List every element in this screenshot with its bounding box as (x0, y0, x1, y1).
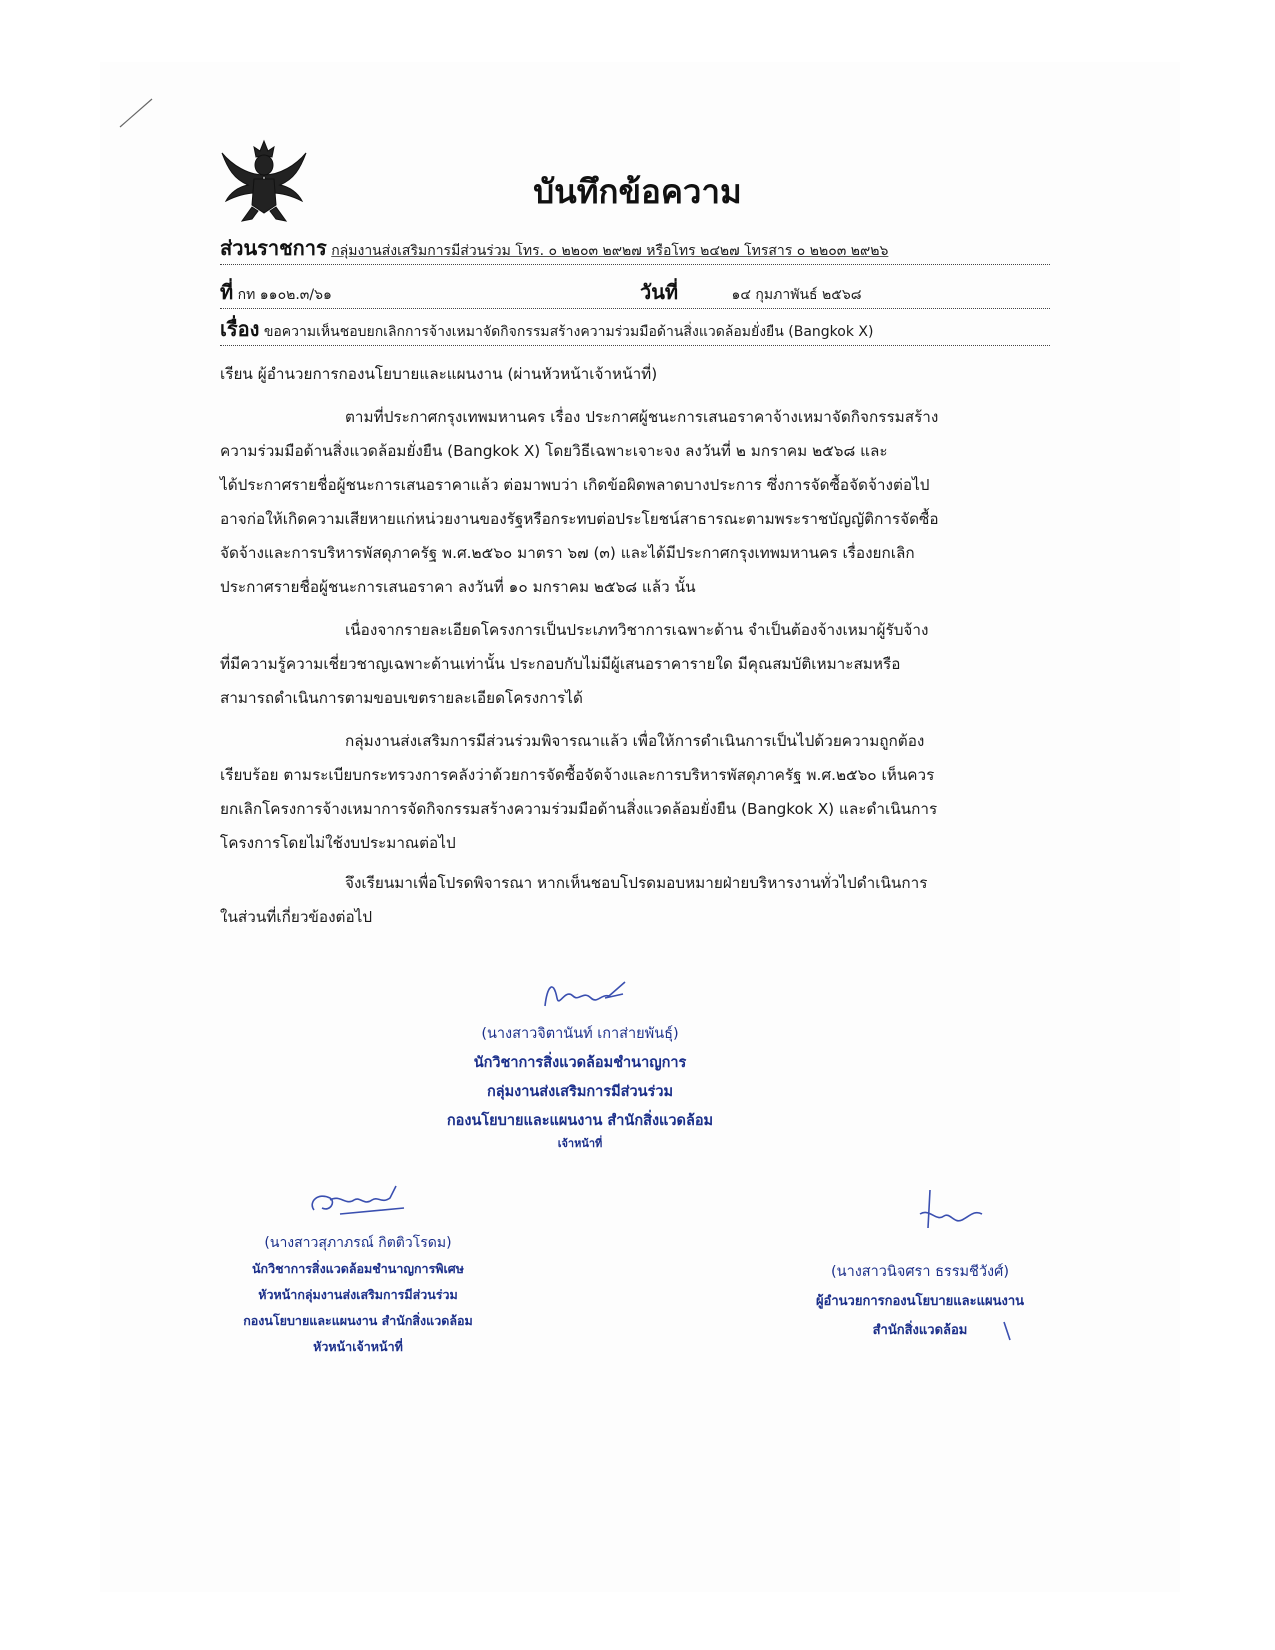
paragraph-4 (220, 866, 1050, 934)
head-note: หัวหน้าเจ้าหน้าที่ (313, 1339, 403, 1354)
agency-label: ส่วนราชการ (220, 236, 327, 260)
head-org: กองนโยบายและแผนงาน สำนักสิ่งแวดล้อม (243, 1313, 473, 1328)
head-name: (นางสาวสุภาภรณ์ กิตติวโรดม) (264, 1235, 452, 1251)
paragraph-line: ประกาศรายชื่อผู้ชนะการเสนอราคา ลงวันที่ ๑๐ มกราคม ๒๕๖๘ แล้ว นั้น (220, 578, 696, 596)
agency-value: กลุ่มงานส่งเสริมการมีส่วนร่วม โทร. ๐ ๒๒๐๓ ๒๙๒๗ หรือโทร ๒๔๒๗ โทรสาร ๐ ๒๒๐๓ ๒๙๒๖ (331, 243, 889, 259)
paragraph-line: อาจก่อให้เกิดความเสียหายแก่หน่วยงานของรัฐหรือกระทบต่อประโยชน์สาธารณะตามพระราชบัญญัติการจัดซื้อ (220, 510, 939, 528)
greeting: เรียน ผู้อำนวยการกองนโยบายและแผนงาน (ผ่านหัวหน้าเจ้าหน้าที่) (220, 365, 658, 383)
reference-no-value: กท ๑๑๐๒.๓/๖๑ (237, 287, 332, 303)
director-mark (1000, 1318, 1020, 1348)
paragraph-line: ในส่วนที่เกี่ยวข้องต่อไป (220, 908, 373, 926)
author-note: เจ้าหน้าที่ (557, 1137, 603, 1150)
head-signature-block (208, 1230, 508, 1360)
director-name: (นางสาวนิจศรา ธรรมชีวังศ์) (831, 1264, 1009, 1280)
paragraph-2 (220, 613, 1050, 715)
director-position: ผู้อำนวยการกองนโยบายและแผนงาน (815, 1294, 1025, 1309)
author-name: (นางสาวจิตานันท์ เกาส่ายพันธุ์) (481, 1026, 679, 1042)
memo-title: บันทึกข้อความ (533, 172, 742, 211)
paragraph-3 (220, 724, 1050, 860)
paragraph-line: จัดจ้างและการบริหารพัสดุภาครัฐ พ.ศ.๒๕๖๐ มาตรา ๖๗ (๓) และได้มีประกาศกรุงเทพมหานคร เรื่องยกเลิก (220, 544, 915, 562)
paragraph-1 (220, 400, 1050, 604)
paragraph-line: สามารถดำเนินการตามขอบเขตรายละเอียดโครงการได้ (220, 689, 583, 707)
author-unit: กลุ่มงานส่งเสริมการมีส่วนร่วม (486, 1084, 674, 1100)
paragraph-line: จึงเรียนมาเพื่อโปรดพิจารณา หากเห็นชอบโปรดมอบหมายฝ่ายบริหารงานทั่วไปดำเนินการ (345, 874, 928, 892)
head-position: นักวิชาการสิ่งแวดล้อมชำนาญการพิเศษ (252, 1261, 464, 1276)
head-signature (300, 1178, 410, 1226)
date-field (640, 276, 862, 308)
paragraph-line: โครงการโดยไม่ใช้งบประมาณต่อไป (220, 834, 456, 852)
director-signature (900, 1180, 990, 1240)
head-unit: หัวหน้ากลุ่มงานส่งเสริมการมีส่วนร่วม (258, 1287, 458, 1302)
subject-label: เรื่อง (220, 317, 260, 341)
agency-row (220, 232, 1050, 265)
paragraph-line: ที่มีความรู้ความเชี่ยวชาญเฉพาะด้านเท่านั้น ประกอบกับไม่มีผู้เสนอราคารายใด มีคุณสมบัติเหมาะสมหรือ (220, 655, 901, 673)
paragraph-line: เรียบร้อย ตามระเบียบกระทรวงการคลังว่าด้วยการจัดซื้อจัดจ้างและการบริหารพัสดุภาครัฐ พ.ศ.๒๕๖๐ เห็นควร (220, 766, 935, 784)
date-label: วันที่ (640, 280, 679, 304)
paragraph-line: ยกเลิกโครงการจ้างเหมาการจัดกิจกรรมสร้างความร่วมมือด้านสิ่งแวดล้อมยั่งยืน (Bangkok X) และดำเนินการ (220, 800, 938, 818)
paragraph-line: ตามที่ประกาศกรุงเทพมหานคร เรื่อง ประกาศผู้ชนะการเสนอราคาจ้างเหมาจัดกิจกรรมสร้าง (345, 408, 939, 426)
subject-row (220, 313, 1050, 346)
author-signature-block (420, 1020, 740, 1152)
author-signature (535, 968, 635, 1018)
paragraph-line: ได้ประกาศรายชื่อผู้ชนะการเสนอราคาแล้ว ต่อมาพบว่า เกิดข้อผิดพลาดบางประการ ซึ่งการจัดซื้อจัดจ้างต่อไป (220, 476, 930, 494)
date-value: ๑๔ กุมภาพันธ์ ๒๕๖๘ (731, 287, 862, 303)
subject-value: ขอความเห็นชอบยกเลิกการจ้างเหมาจัดกิจกรรมสร้างความร่วมมือด้านสิ่งแวดล้อมยั่งยืน (Bangkok X) (263, 324, 874, 340)
paragraph-line: ความร่วมมือด้านสิ่งแวดล้อมยั่งยืน (Bangkok X) โดยวิธีเฉพาะเจาะจง ลงวันที่ ๒ มกราคม ๒๕๖๘ และ (220, 442, 888, 460)
paragraph-line: เนื่องจากรายละเอียดโครงการเป็นประเภทวิชาการเฉพาะด้าน จำเป็นต้องจ้างเหมาผู้รับจ้าง (345, 621, 929, 639)
paragraph-line: กลุ่มงานส่งเสริมการมีส่วนร่วมพิจารณาแล้ว เพื่อให้การดำเนินการเป็นไปด้วยความถูกต้อง (345, 732, 925, 750)
reference-no-label: ที่ (220, 280, 234, 304)
author-org: กองนโยบายและแผนงาน สำนักสิ่งแวดล้อม (446, 1113, 714, 1129)
reference-row (220, 276, 1050, 309)
pen-mark (118, 95, 158, 135)
director-org: สำนักสิ่งแวดล้อม (872, 1323, 968, 1338)
author-position: นักวิชาการสิ่งแวดล้อมชำนาญการ (473, 1055, 687, 1071)
